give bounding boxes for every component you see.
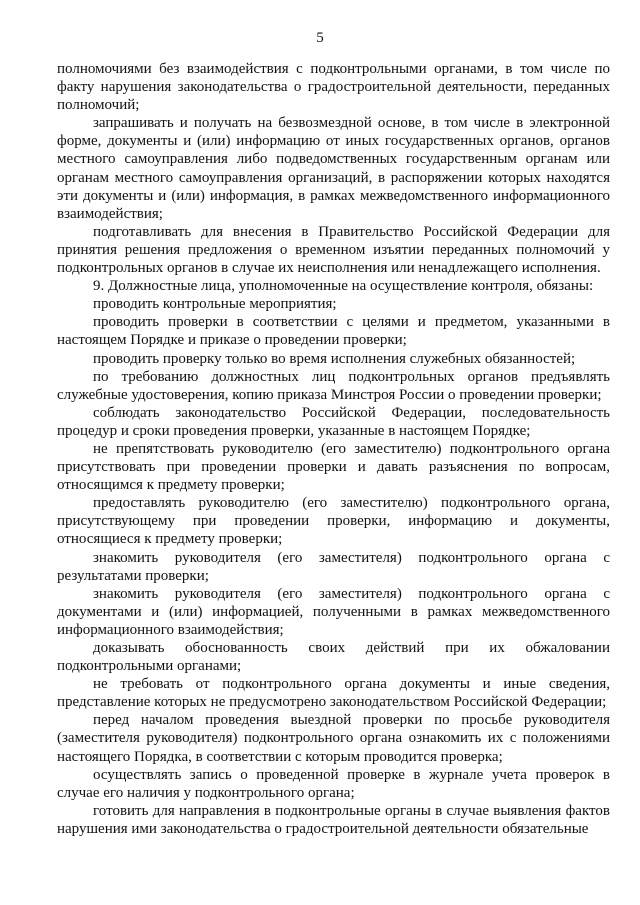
paragraph-acquaint-results: знакомить руководителя (его заместителя) подконтрольного органа с результатами проверки; [57,549,610,584]
document-body [57,60,610,838]
page-number: 5 [316,30,324,46]
paragraph-before-field-inspection: перед началом проведения выездной проверки по просьбе руководителя (заместителя руководителя) подконтрольного органа ознакомить их с положениями настоящего Порядка, в соответствии с которым проводится проверка; [57,712,610,765]
paragraph-request-information: запрашивать и получать на безвозмездной основе, в том числе в электронной форме, документы и (или) информацию от иных государственных органов, органов местного самоуправления либо подведомственных государственным органам или органам местного самоуправления организаций, в распоряжении которых находятся эти документы и (или) информация, в рамках межведомственного информационного взаимодействия; [57,115,610,222]
paragraph-comply-with-law: соблюдать законодательство Российской Федерации, последовательность процедур и сроки проведения проверки, указанные в настоящем Порядке; [57,404,610,439]
paragraph-record-in-journal: осуществлять запись о проведенной проверке в журнале учета проверок в случае его наличия у подконтрольного органа; [57,766,610,801]
paragraph-inspection-during-duties: проводить проверку только во время исполнения служебных обязанностей; [93,350,576,367]
paragraph-continuation: полномочиями без взаимодействия с подконтрольными органами, в том числе по факту нарушения законодательства о градостроительной деятельности, переданных полномочий; [57,61,610,114]
paragraph-present-credentials: по требованию должностных лиц подконтрольных органов предъявлять служебные удостоверения, копию приказа Минстроя России о проведении проверки; [57,368,610,403]
paragraph-do-not-demand: не требовать от подконтрольного органа документы и иные сведения, представление которых не предусмотрено законодательством Российской Федерации; [57,676,610,711]
paragraph-prepare-proposals: подготавливать для внесения в Правительство Российской Федерации для принятия решения предложения о временном изъятии переданных полномочий у подконтрольных органов в случае их неисполнения или ненадлежащего исполнения. [57,223,610,277]
paragraph-section-9-heading: 9. Должностные лица, уполномоченные на осуществление контроля, обязаны: [93,278,594,295]
paragraph-conduct-inspections: проводить проверки в соответствии с целями и предметом, указанными в настоящем Порядке и приказе о проведении проверки; [57,314,610,349]
paragraph-justify-actions: доказывать обоснованность своих действий при их обжаловании подконтрольными органами; [57,640,610,675]
paragraph-acquaint-documents: знакомить руководителя (его заместителя) подконтрольного органа с документами и (или) информацией, полученными в рамках межведомственного информационного взаимодействия; [57,585,610,638]
paragraph-prepare-orders: готовить для направления в подконтрольные органы в случае выявления фактов нарушения ими законодательства о градостроительной деятельности обязательные [57,802,610,837]
paragraph-do-not-obstruct: не препятствовать руководителю (его заместителю) подконтрольного органа присутствовать при проведении проверки и давать разъяснения по вопросам, относящимся к предмету проверки; [57,440,610,494]
paragraph-conduct-control-events: проводить контрольные мероприятия; [93,296,337,313]
paragraph-provide-information: предоставлять руководителю (его заместителю) подконтрольного органа, присутствующему при проведении проверки, информацию и документы, относящиеся к предмету проверки; [57,495,610,548]
